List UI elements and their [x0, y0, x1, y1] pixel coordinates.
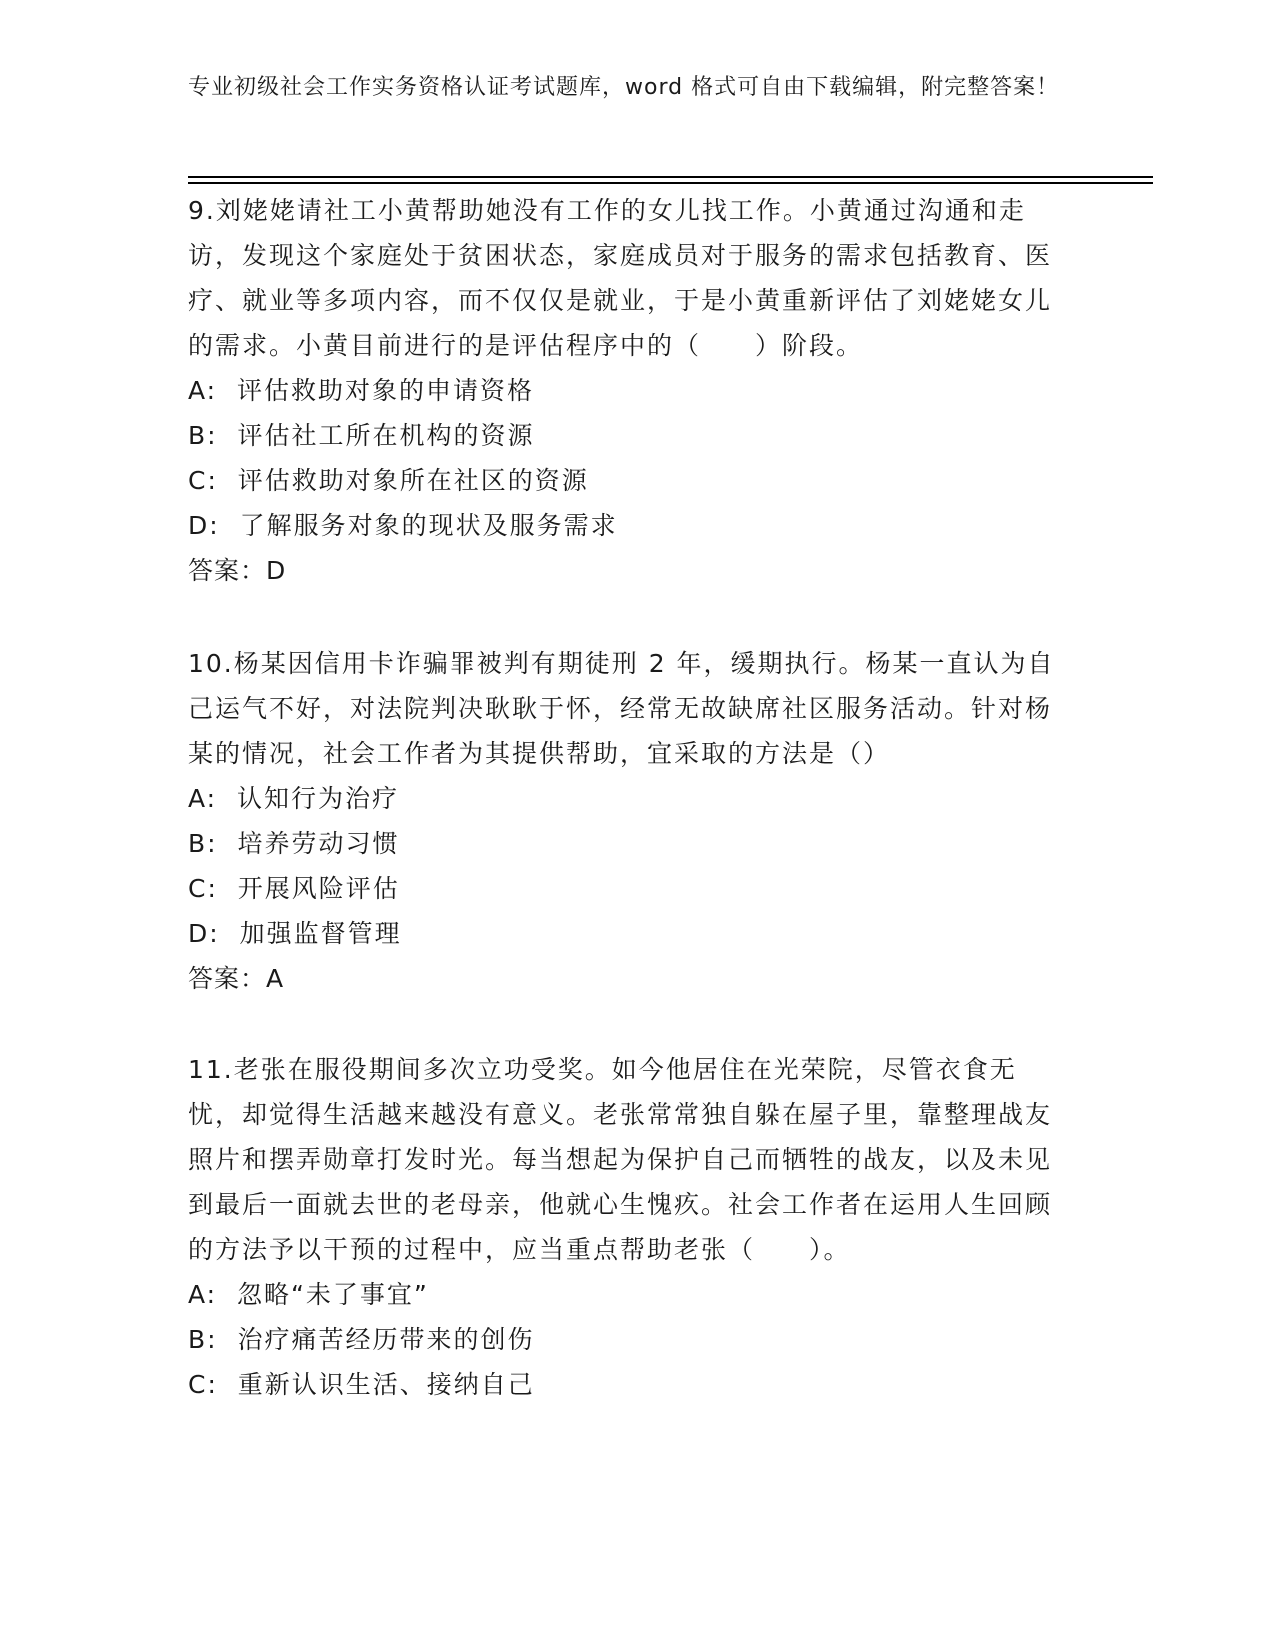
document-header: 专业初级社会工作实务资格认证考试题库，word 格式可自由下载编辑，附完整答案！	[188, 75, 1060, 100]
option-b: B: 培养劳动习惯	[188, 829, 400, 858]
question-10	[188, 641, 1068, 1001]
header-rule-bottom	[188, 182, 1153, 184]
answer: 答案：D	[188, 556, 287, 585]
option-b: B: 治疗痛苦经历带来的创伤	[188, 1325, 535, 1354]
header-rule-top	[188, 176, 1153, 178]
question-stem: 9.刘姥姥请社工小黄帮助她没有工作的女儿找工作。小黄通过沟通和走访，发现这个家庭处于贫困状态，家庭成员对于服务的需求包括教育、医疗、就业等多项内容，而不仅仅是就业，于是小黄重新评估了刘姥姥女儿的需求。小黄目前进行的是评估程序中的（ ）阶段。	[188, 196, 1053, 360]
option-a: A: 认知行为治疗	[188, 784, 399, 813]
option-d: D: 加强监督管理	[188, 919, 402, 948]
question-stem: 10.杨某因信用卡诈骗罪被判有期徒刑 2 年，缓期执行。杨某一直认为自己运气不好，对法院判决耿耿于怀，经常无故缺席社区服务活动。针对杨某的情况，社会工作者为其提供帮助，宜采取的方法是（）	[188, 649, 1055, 768]
question-11	[188, 1047, 1068, 1407]
option-c: C: 重新认识生活、接纳自己	[188, 1370, 535, 1399]
option-d: D: 了解服务对象的现状及服务需求	[188, 511, 618, 540]
question-9	[188, 188, 1068, 593]
option-a: A: 评估救助对象的申请资格	[188, 376, 534, 405]
answer: 答案：A	[188, 964, 285, 993]
option-b: B: 评估社工所在机构的资源	[188, 421, 535, 450]
option-a: A: 忽略“未了事宜”	[188, 1280, 429, 1309]
question-stem: 11.老张在服役期间多次立功受奖。如今他居住在光荣院，尽管衣食无忧，却觉得生活越来越没有意义。老张常常独自躲在屋子里，靠整理战友照片和摆弄勋章打发时光。每当想起为保护自己而牺牲的战友，以及未见到最后一面就去世的老母亲，他就心生愧疚。社会工作者在运用人生回顾的方法予以干预的过程中，应当重点帮助老张（ ）。	[188, 1055, 1053, 1264]
option-c: C: 开展风险评估	[188, 874, 400, 903]
option-c: C: 评估救助对象所在社区的资源	[188, 466, 589, 495]
